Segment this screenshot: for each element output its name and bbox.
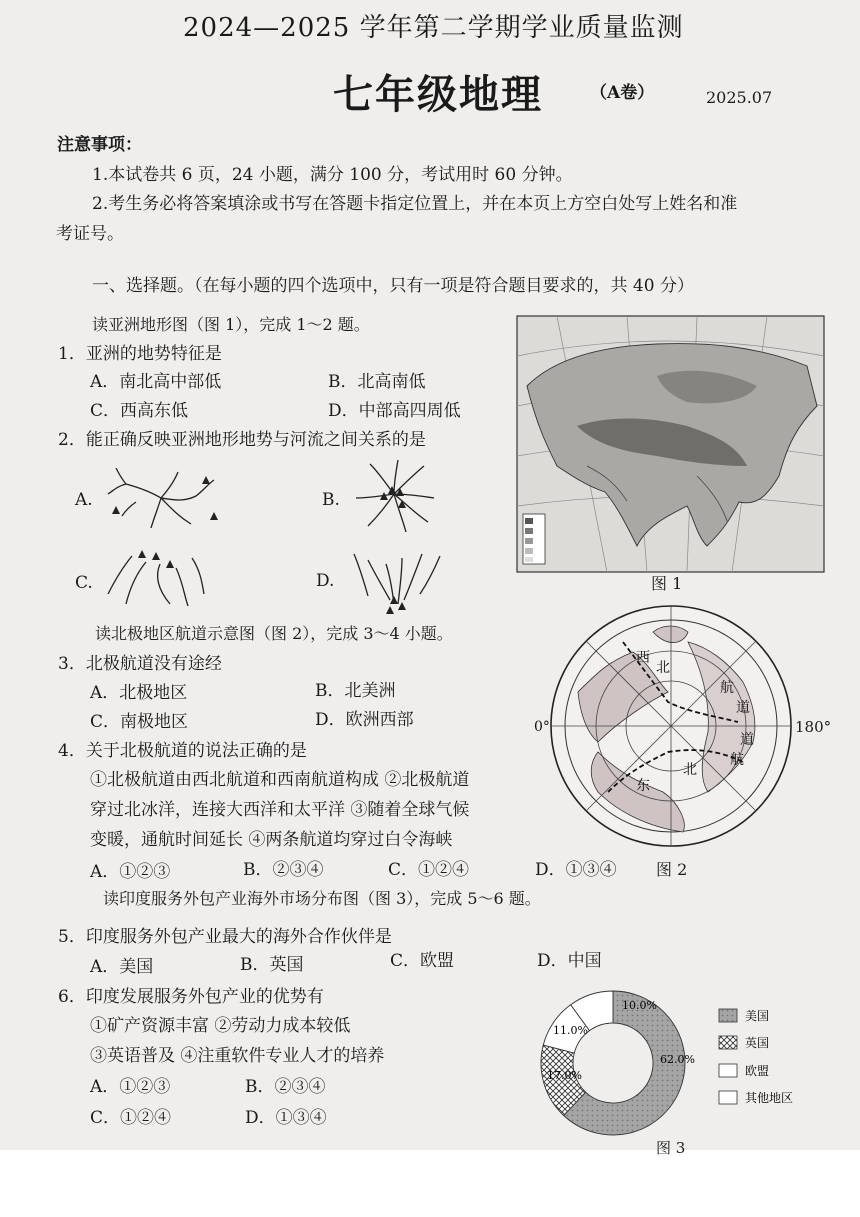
notes-item-2-line2: 考证号。	[56, 224, 124, 244]
q2-option-b[interactable]: B.	[322, 490, 340, 510]
q4-option-b[interactable]: B．②③④	[243, 860, 324, 880]
q5-option-c[interactable]: C．欧盟	[390, 951, 455, 971]
q4-statement-line1: ①北极航道由西北航道和西南航道构成 ②北极航道	[90, 770, 470, 790]
label-uk-percent: 17.0%	[547, 1069, 582, 1082]
river-diagram-a	[96, 460, 231, 535]
q5-option-d[interactable]: D．中国	[537, 951, 602, 971]
q6-statement-line1: ①矿产资源丰富 ②劳动力成本较低	[90, 1016, 351, 1036]
q1-option-c[interactable]: C．西高东低	[90, 401, 189, 421]
route-west-char-2: 北	[656, 660, 670, 676]
instruction-fig2: 读北极地区航道示意图（图 2），完成 3～4 小题。	[95, 624, 453, 643]
route-west-char-4: 道	[736, 700, 750, 716]
q5-option-a[interactable]: A．美国	[90, 957, 154, 977]
fig2-caption: 图 2	[656, 860, 688, 879]
q4-statement-line2: 穿过北冰洋，连接大西洋和太平洋 ③随着全球气候	[90, 800, 470, 820]
notes-item-1: 1.本试卷共 6 页，24 小题，满分 100 分，考试用时 60 分钟。	[92, 165, 573, 185]
instruction-fig3: 读印度服务外包产业海外市场分布图（图 3），完成 5～6 题。	[103, 889, 541, 908]
instruction-fig1: 读亚洲地形图（图 1），完成 1～2 题。	[92, 315, 370, 334]
q2-stem: 2．能正确反映亚洲地形地势与河流之间关系的是	[58, 430, 426, 450]
route-west-char-1: 西	[636, 650, 650, 666]
legend-label-eu: 欧盟	[745, 1064, 770, 1078]
exam-date: 2025.07	[706, 88, 773, 107]
asia-terrain-map	[517, 316, 824, 572]
notes-item-2-line1: 2.考生务必将答案填涂或书写在答题卡指定位置上，并在本页上方空白处写上姓名和准	[92, 194, 738, 214]
arctic-route-map	[534, 602, 798, 852]
q3-stem: 3．北极航道没有途经	[58, 654, 222, 674]
q3-option-c[interactable]: C．南极地区	[90, 712, 189, 732]
label-usa-percent: 62.0%	[660, 1053, 695, 1066]
q6-option-b[interactable]: B．②③④	[245, 1077, 326, 1097]
fig1-caption: 图 1	[651, 574, 683, 593]
legend-swatch-eu	[719, 1064, 737, 1077]
q3-option-a[interactable]: A．北极地区	[90, 683, 188, 703]
river-diagram-b	[350, 456, 440, 536]
q1-option-d[interactable]: D．中部高四周低	[328, 401, 461, 421]
route-west-char-3: 航	[720, 680, 734, 696]
section-heading: 一、选择题。（在每小题的四个选项中，只有一项是符合题目要求的，共 40 分）	[92, 276, 694, 296]
label-eu-percent: 11.0%	[553, 1024, 588, 1037]
q5-stem: 5．印度服务外包产业最大的海外合作伙伴是	[58, 927, 392, 947]
q1-option-a[interactable]: A．南北高中部低	[90, 372, 222, 392]
q4-option-d[interactable]: D．①③④	[535, 860, 617, 880]
q6-option-d[interactable]: D．①③④	[245, 1108, 327, 1128]
q4-option-c[interactable]: C．①②④	[388, 860, 470, 880]
river-diagram-c	[104, 548, 214, 618]
q3-option-d[interactable]: D．欧洲西部	[315, 710, 414, 730]
legend-swatch-other	[719, 1091, 737, 1104]
legend-label-uk: 英国	[745, 1036, 770, 1050]
q4-option-a[interactable]: A．①②③	[90, 862, 171, 882]
outsourcing-market-donut-chart	[535, 983, 825, 1148]
route-east-char-2: 北	[683, 762, 697, 778]
label-other-percent: 10.0%	[622, 999, 657, 1012]
q6-statement-line2: ③英语普及 ④注重软件专业人才的培养	[90, 1046, 385, 1066]
q6-stem: 6．印度发展服务外包产业的优势有	[58, 987, 324, 1007]
q1-option-b[interactable]: B．北高南低	[328, 372, 426, 392]
label-180-degree: 180°	[795, 718, 832, 736]
river-diagram-d	[346, 548, 446, 618]
legend-label-other: 其他地区	[745, 1091, 794, 1105]
legend-swatch-uk	[719, 1036, 737, 1049]
q3-option-b[interactable]: B．北美洲	[315, 681, 396, 701]
route-east-char-3: 航	[730, 752, 744, 768]
q4-stem: 4．关于北极航道的说法正确的是	[58, 741, 307, 761]
q2-option-a[interactable]: A.	[75, 490, 93, 510]
legend-swatch-usa	[719, 1009, 737, 1022]
label-0-degree: 0°	[534, 719, 550, 735]
legend-label-usa: 美国	[745, 1009, 770, 1023]
q5-option-b[interactable]: B．英国	[240, 955, 304, 975]
route-east-char-1: 东	[636, 778, 650, 794]
paper-version: （A卷）	[590, 83, 655, 103]
q6-option-c[interactable]: C．①②④	[90, 1108, 172, 1128]
exam-title: 2024—2025 学年第二学期学业质量监测	[183, 13, 684, 43]
q1-stem: 1．亚洲的地势特征是	[58, 344, 222, 364]
notes-heading: 注意事项：	[57, 135, 142, 155]
route-east-char-4: 道	[740, 732, 754, 748]
subject-title: 七年级地理	[333, 71, 543, 118]
q4-statement-line3: 变暖，通航时间延长 ④两条航道均穿过白令海峡	[90, 830, 453, 850]
q2-option-c[interactable]: C.	[75, 573, 93, 593]
fig3-caption: 图 3	[656, 1139, 686, 1157]
q2-option-d[interactable]: D.	[316, 571, 335, 591]
q6-option-a[interactable]: A．①②③	[90, 1077, 171, 1097]
